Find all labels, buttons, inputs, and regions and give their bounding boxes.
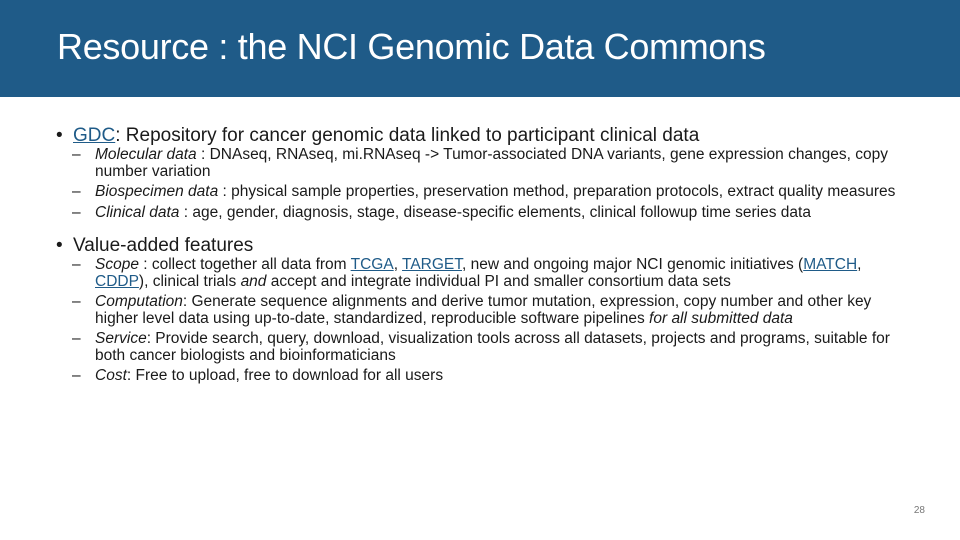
bullet-value-added	[56, 235, 916, 257]
slide-body	[56, 125, 916, 389]
value-added-sublist	[56, 257, 916, 385]
molecular-label: Molecular data	[95, 146, 197, 163]
cost-label: Cost	[95, 367, 127, 384]
page-number: 28	[913, 505, 925, 516]
scope-label: Scope	[95, 256, 139, 273]
gdc-sublist	[56, 147, 916, 221]
scope-text: : collect together all data from	[138, 256, 351, 273]
slide-title: Resource : the NCI Genomic Data Commons	[57, 26, 766, 67]
sub-molecular-data	[56, 147, 916, 180]
molecular-text: : DNAseq, RNAseq, mi.RNAseq -> Tumor-associated DNA variants, gene expression changes, copy number variation	[95, 146, 889, 180]
gdc-link[interactable]: GDC	[73, 125, 116, 146]
cost-text: : Free to upload, free to download for all users	[126, 367, 444, 384]
scope-text: accept and integrate individual PI and smaller consortium data sets	[266, 272, 731, 290]
dash-marker: –	[72, 183, 81, 200]
biospecimen-text: : physical sample properties, preservation method, preparation protocols, extract quality measures	[218, 183, 896, 200]
service-text: : Provide search, query, download, visualization tools across all datasets, projects and programs, suitable for both cancer biologists and bioinformaticians	[95, 330, 890, 364]
value-added-text: Value-added features	[73, 235, 254, 256]
cddp-link[interactable]: CDDP	[95, 272, 139, 290]
dash-marker: –	[72, 256, 81, 273]
sub-cost	[56, 368, 916, 385]
computation-text: : Generate sequence alignments and derive tumor mutation, expression, copy number and other key higher level data using up-to-date, standardized, reproducible software pipelines	[95, 293, 872, 327]
computation-tail: for all submitted data	[649, 309, 793, 327]
sub-biospecimen-data	[56, 184, 916, 201]
service-label: Service	[95, 330, 147, 347]
bullet-marker: •	[56, 125, 63, 146]
target-link[interactable]: TARGET	[402, 256, 463, 273]
dash-marker: –	[72, 293, 81, 310]
scope-sep: ,	[393, 256, 403, 273]
dash-marker: –	[72, 203, 81, 221]
bullet-marker: •	[56, 235, 63, 256]
scope-sep: ,	[857, 256, 862, 273]
sub-computation	[56, 294, 916, 327]
sub-clinical-data	[56, 205, 916, 222]
gdc-text: : Repository for cancer genomic data linked to participant clinical data	[115, 125, 700, 146]
scope-and: and	[240, 272, 267, 290]
dash-marker: –	[72, 367, 81, 384]
scope-text: ), clinical trials	[138, 272, 241, 290]
sub-scope	[56, 257, 916, 290]
clinical-label: Clinical data	[95, 203, 180, 221]
match-link[interactable]: MATCH	[803, 256, 858, 273]
sub-service	[56, 331, 916, 364]
dash-marker: –	[72, 330, 81, 347]
tcga-link[interactable]: TCGA	[350, 256, 394, 273]
computation-label: Computation	[95, 293, 183, 310]
dash-marker: –	[72, 146, 81, 163]
title-banner	[0, 0, 960, 97]
biospecimen-label: Biospecimen data	[95, 183, 219, 200]
bullet-gdc	[56, 125, 916, 147]
scope-text: , new and ongoing major NCI genomic initiatives (	[462, 256, 804, 273]
clinical-text: : age, gender, diagnosis, stage, disease-specific elements, clinical followup time series data	[179, 203, 811, 221]
